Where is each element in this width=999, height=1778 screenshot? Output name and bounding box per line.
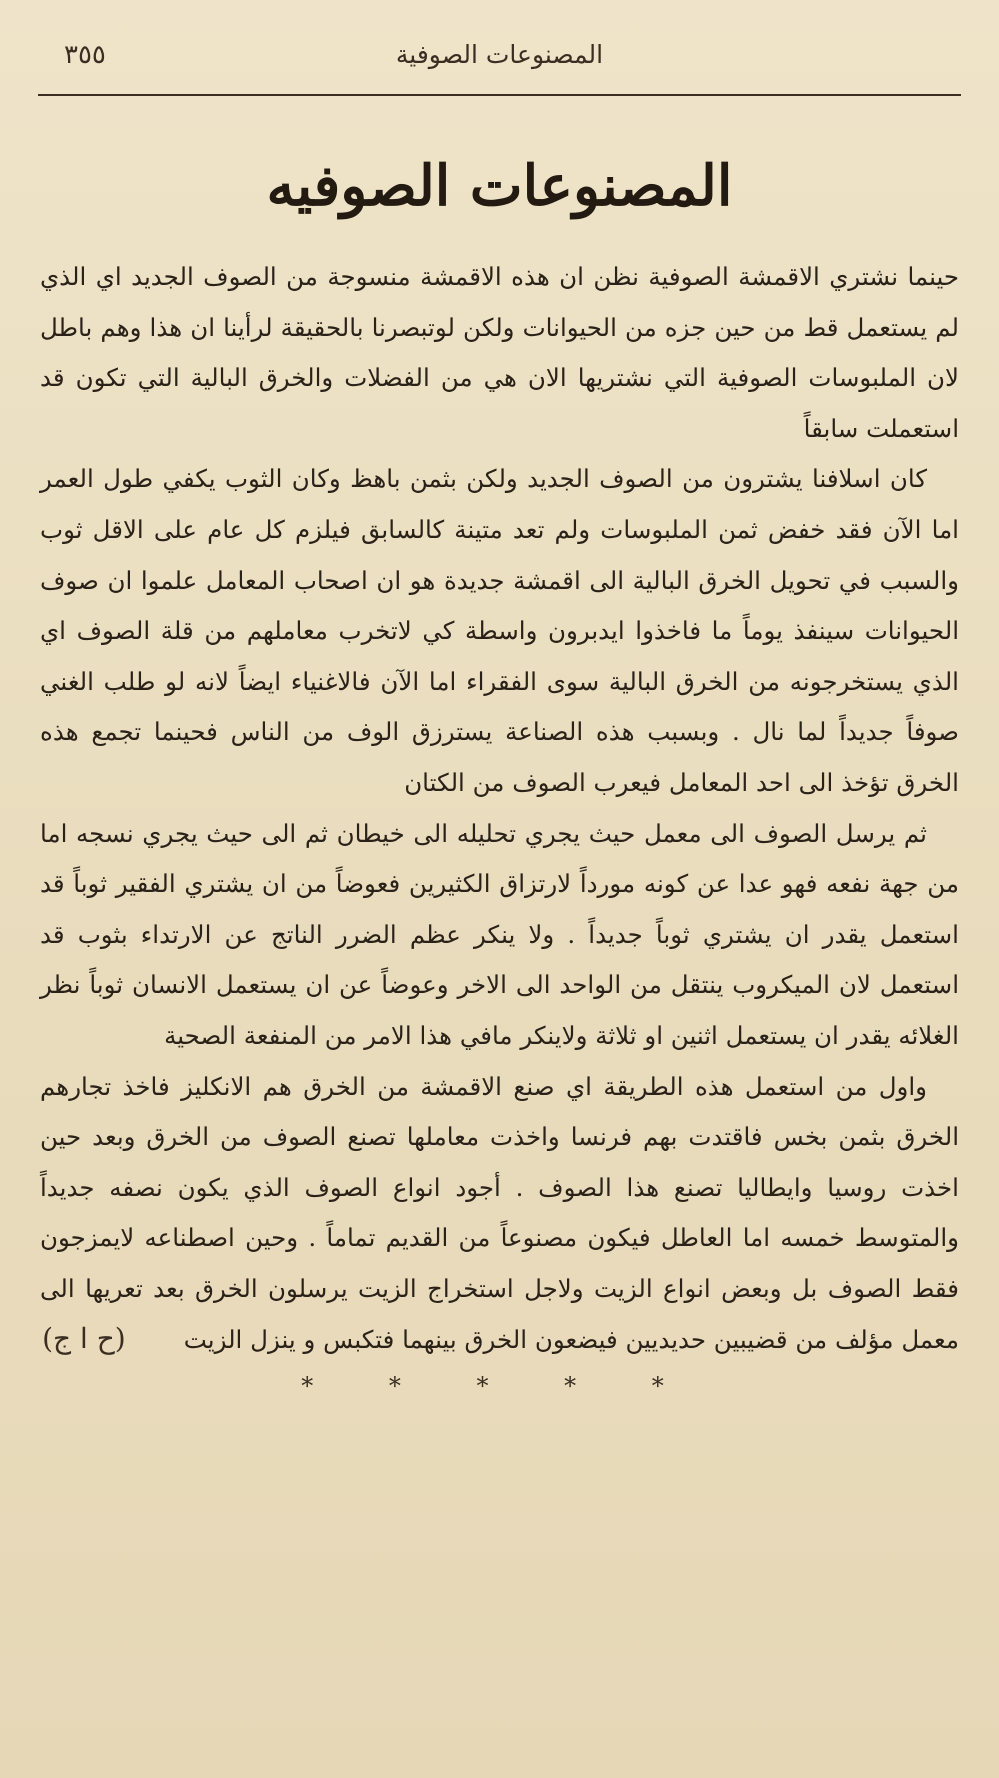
paragraph-4-text: واول من استعمل هذه الطريقة اي صنع الاقمشة من الخرق هم الانكليز فاخذ تجارهم الخرق بثمن بخس فاقتدت بهم فرنسا واخذت معاملها تصنع الصوف من الخرق وبعد حين اخذت روسيا وايطاليا تصنع هذا الصوف . أجود انواع الصوف الذي يكون نصفه جديداً والمتوسط خمسه اما العاطل فيكون مصنوعاً من القديم تماماً . وحين اصطناعه لايمزجون فقط الصوف بل وبعض انواع الزيت ولاجل استخراج الزيت يرسلون الخرق بعد تعريها الى معمل مؤلف من قضيبين حديديين فيضعون الخرق بينهما فتكبس و ينزل الزيت [40, 1071, 959, 1355]
paragraph-3: ثم يرسل الصوف الى معمل حيث يجري تحليله الى خيطان ثم الى حيث يجري نسجه اما من جهة نفعه فهو عدا عن كونه مورداً لارتزاق الكثيرين فعوضاً من ان يشتري الفقير ثوباً قد استعمل يقدر ان يشتري ثوباً جديداً . ولا ينكر عظم الضرر الناتج عن الارتداء بثوب قد استعمل لان الميكروب ينتقل من الواحد الى الاخر وعوضاً عن ان يستعمل الانسان ثوباً نظر الغلائه يقدر ان يستعمل اثنين او ثلاثة ولاينكر مافي هذا الامر من المنفعة الصحية [40, 818, 959, 1050]
paragraph-4 [40, 1062, 959, 1367]
section-ornament: * * * * * [301, 1372, 698, 1401]
article-title: المصنوعات الصوفيه [266, 153, 733, 219]
running-title: المصنوعات الصوفية [395, 40, 604, 69]
running-header [38, 36, 961, 88]
article-body [38, 252, 961, 1366]
paragraph-2: كان اسلافنا يشترون من الصوف الجديد ولكن بثمن باهظ وكان الثوب يكفي طول العمر اما الآن فقد خفض ثمن الملبوسات ولم تعد متينة كالسابق فيلزم كل عام على الاقل ثوب والسبب في تحويل الخرق البالية الى اقمشة جديدة هو ان اصحاب المعامل علموا ان صوف الحيوانات سينفذ يوماً ما فاخذوا ايدبرون واسطة كي لاتخرب معاملهم من قلة الصوف اي الذي يستخرجونه من الخرق البالية سوى الفقراء اما الآن فالاغنياء ايضاً لانه لو طلب الغني صوفاً جديداً لما نال . وبسبب هذه الصناعة يسترزق الوف من الناس فحينما تجمع هذه الخرق تؤخذ الى احد المعامل فيعرب الصوف من الكتان [40, 464, 959, 797]
paragraph-1: حينما نشتري الاقمشة الصوفية نظن ان هذه الاقمشة منسوجة من الصوف الجديد اي الذي لم يستعمل قط من حين جزه من الحيوانات ولكن لوتبصرنا بالحقيقة لرأينا ان هذا وهم باطل لان الملبوسات الصوفية التي نشتريها الان هي من الفضلات والخرق البالية التي تكون قد استعملت سابقاً [40, 262, 959, 443]
author-mark: (ح ا ج) [42, 1322, 126, 1356]
page-number: ٣٥٥ [64, 40, 106, 70]
header-rule [38, 94, 961, 96]
